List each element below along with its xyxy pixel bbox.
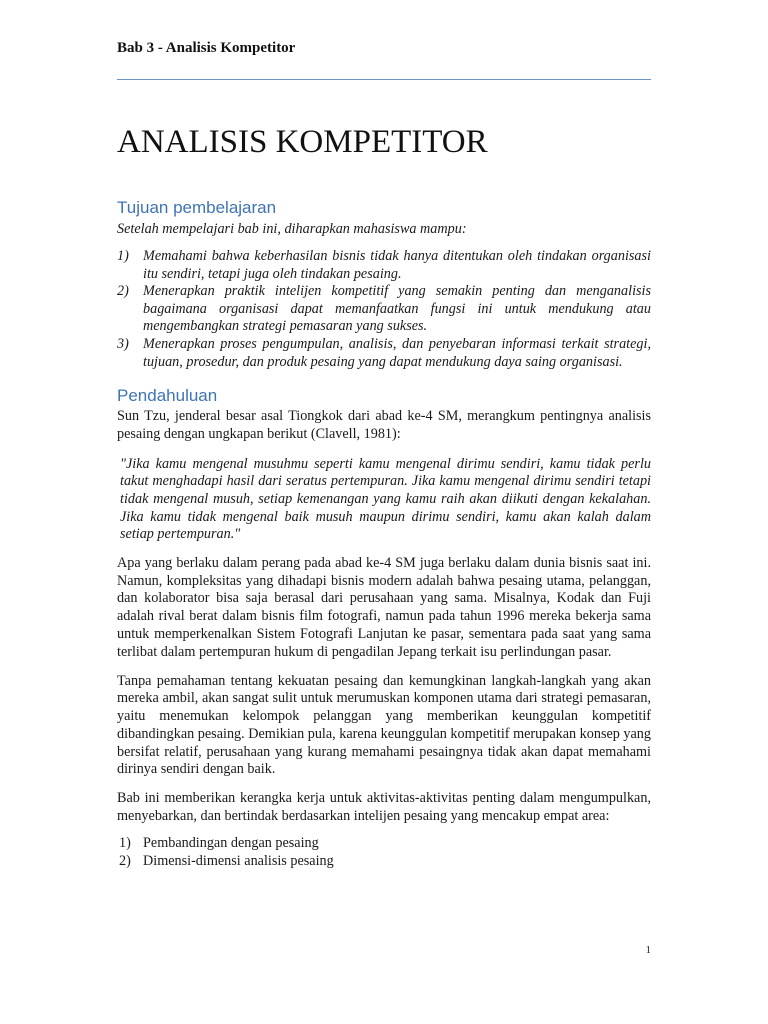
list-text: Menerapkan proses pengumpulan, analisis, dan penyebaran informasi terkait strategi, tujuan, prosedur, dan produk pesaing yang dapat mendukung daya saing organisasi. (143, 335, 651, 370)
page-number: 1 (645, 944, 651, 956)
list-text: Memahami bahwa keberhasilan bisnis tidak hanya ditentukan oleh tindakan organisasi itu sendiri, tetapi juga oleh tindakan pesaing. (143, 248, 651, 282)
list-number: 1) (119, 834, 131, 851)
introduction-heading: Pendahuluan (117, 386, 218, 406)
chapter-title: ANALISIS KOMPETITOR (117, 124, 488, 160)
objectives-list (117, 248, 651, 371)
list-item (117, 336, 651, 371)
header-rule (117, 79, 651, 80)
list-number: 3) (117, 335, 129, 352)
list-text: Dimensi-dimensi analisis pesaing (143, 852, 334, 869)
chapter-content (117, 196, 651, 870)
list-item (117, 283, 651, 336)
list-item (117, 834, 651, 852)
paragraph: Bab ini memberikan kerangka kerja untuk aktivitas-aktivitas penting dalam mengumpulkan, menyebarkan, dan bertindak berdasarkan intelijen pesaing yang mencakup empat area: (117, 790, 651, 825)
list-text: Menerapkan praktik intelijen kompetitif yang semakin penting dan menganalisis bagaimana organisasi dapat memanfaatkan fungsi ini untuk mendukung atau mengembangkan strategi pemasaran yang sukses. (143, 283, 651, 335)
list-text: Pembandingan dengan pesaing (143, 834, 319, 851)
paragraph: Sun Tzu, jenderal besar asal Tiongkok dari abad ke-4 SM, merangkum pentingnya analisis pesaing dengan ungkapan berikut (Clavell, 1981): (117, 408, 651, 442)
list-number: 1) (117, 248, 129, 264)
learning-objectives-heading: Tujuan pembelajaran (117, 198, 277, 217)
running-head: Bab 3 - Analisis Kompetitor (117, 40, 296, 56)
list-item (117, 248, 651, 283)
list-item (117, 852, 651, 870)
learning-objectives-section (117, 196, 651, 371)
introduction-section (117, 384, 651, 870)
document-page (117, 0, 651, 1024)
learning-objectives-intro: Setelah mempelajari bab ini, diharapkan mahasiswa mampu: (117, 221, 467, 237)
block-quote: "Jika kamu mengenal musuhmu seperti kamu mengenal dirimu sendiri, kamu tidak perlu takut menghadapi hasil dari seratus pertempuran. Jika kamu mengenal dirimu sendiri tetapi tidak mengenal musuh, setiap kemenangan yang kamu raih akan diikuti dengan kekalahan. Jika kamu tidak mengenal baik musuh maupun dirimu sendiri, kamu akan kalah dalam setiap pertempuran." (120, 455, 651, 543)
paragraph: Apa yang berlaku dalam perang pada abad ke-4 SM juga berlaku dalam dunia bisnis saat ini. Namun, kompleksitas yang dihadapi bisnis modern adalah bahwa pesaing utama, pelanggan, dan kolaborator bisa saja berasal dari perusahaan yang sama. Misalnya, Kodak dan Fuji adalah rival berat dalam bisnis film fotografi, namun pada tahun 1996 mereka bekerja sama untuk memperkenalkan Sistem Fotografi Lanjutan ke pasar, sementara pada saat yang sama terlibat dalam pertempuran hukum di pengadilan Jepang terkait isu perlindungan pasar. (117, 554, 651, 660)
paragraph: Tanpa pemahaman tentang kekuatan pesaing dan kemungkinan langkah-langkah yang akan mereka ambil, akan sangat sulit untuk merumuskan komponen utama dari strategi pemasaran, yaitu menemukan kelompok pelanggan yang memberikan keunggulan kompetitif dibandingkan pesaing. Demikian pula, karena keunggulan kompetitif merupakan konsep yang bersifat relatif, perusahaan yang kurang memahami pesaingnya tidak akan dapat memahami dirinya sendiri dengan baik. (117, 672, 651, 778)
list-number: 2) (119, 852, 131, 869)
areas-list (117, 834, 651, 870)
list-number: 2) (117, 283, 129, 300)
